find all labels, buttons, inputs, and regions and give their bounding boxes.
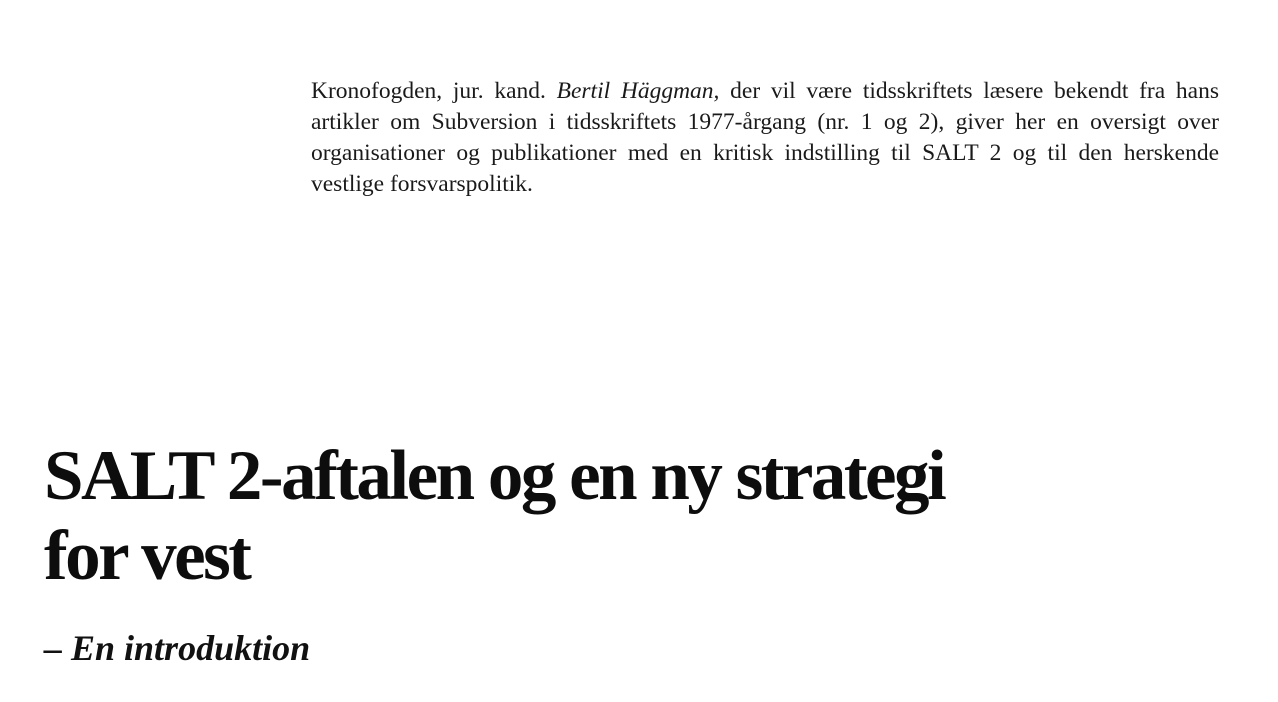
article-subtitle: – En introduktion	[44, 628, 311, 668]
article-title-line-1: SALT 2-aftalen og en ny strategi	[44, 437, 945, 515]
article-title-line-2: for vest	[44, 517, 250, 595]
article-title	[44, 436, 1244, 596]
author-name: Bertil Häggman,	[556, 77, 720, 104]
intro-paragraph	[311, 76, 1219, 200]
intro-text-after-author: der vil være tidsskriftets læsere bekendt fra hans artikler om Subversion i tidsskriftets 1977-årgang (nr. 1 og 2), giver her en oversigt over organisationer og publikationer med en kritisk indstilling til SALT 2 og til den herskende vestlige forsvarspolitik.	[311, 77, 1219, 197]
intro-text-before-author: Kronofogden, jur. kand.	[311, 77, 557, 104]
